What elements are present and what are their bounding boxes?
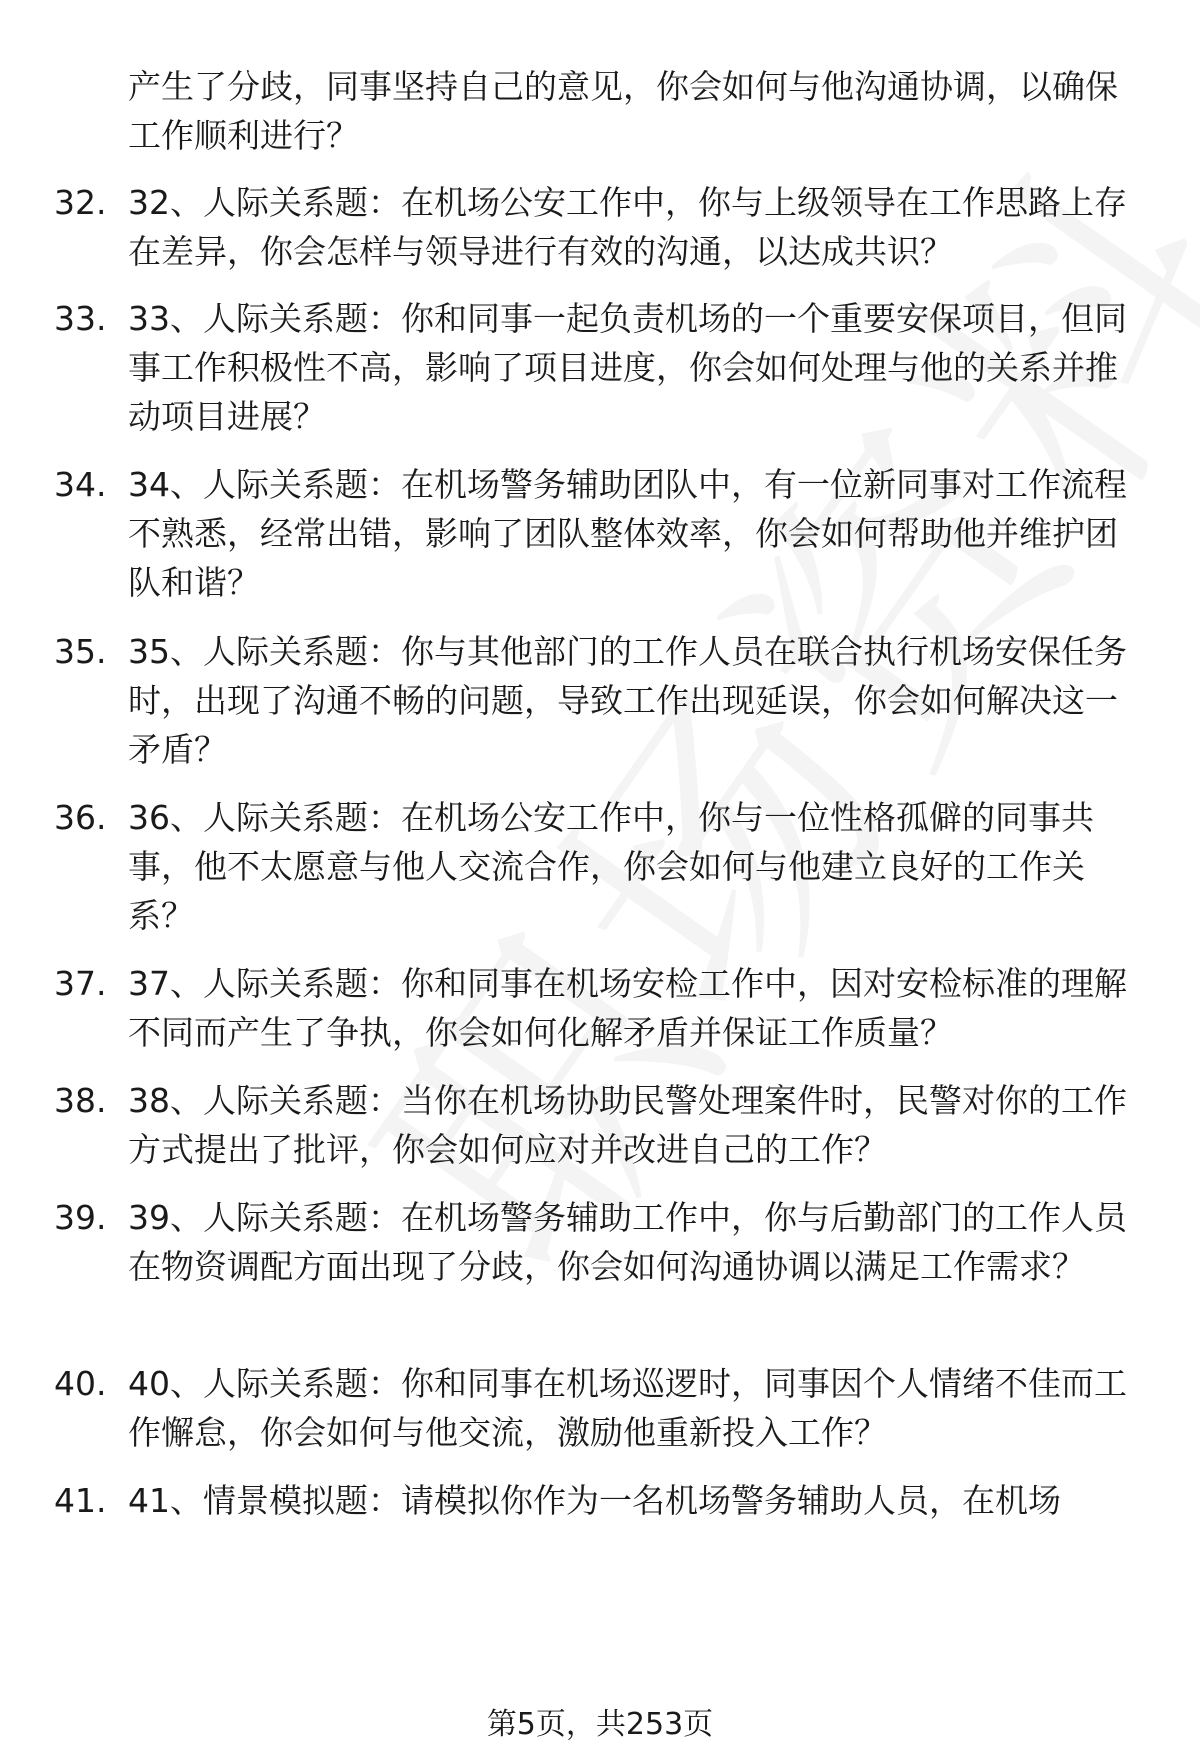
question-text: 36、人际关系题：在机场公安工作中，你与一位性格孤僻的同事共事，他不太愿意与他人交流合作，你会如何与他建立良好的工作关系？ <box>128 798 1094 935</box>
question-text: 38、人际关系题：当你在机场协助民警处理案件时，民警对你的工作方式提出了批评，你会如何应对并改进自己的工作？ <box>128 1081 1127 1169</box>
question-text: 35、人际关系题：你与其他部门的工作人员在联合执行机场安保任务时，出现了沟通不畅的问题，导致工作出现延误，你会如何解决这一矛盾？ <box>128 632 1127 769</box>
question-number: 37. <box>54 964 107 1003</box>
question-number: 41. <box>54 1481 107 1520</box>
question-number: 38. <box>54 1081 107 1120</box>
question-number: 35. <box>54 632 107 671</box>
question-text: 41、情景模拟题：请模拟你作为一名机场警务辅助人员，在机场 <box>128 1481 1061 1520</box>
question-text: 40、人际关系题：你和同事在机场巡逻时，同事因个人情绪不佳而工作懈怠，你会如何与他交流，激励他重新投入工作？ <box>128 1364 1127 1452</box>
question-text: 39、人际关系题：在机场警务辅助工作中，你与后勤部门的工作人员在物资调配方面出现了分歧，你会如何沟通协调以满足工作需求？ <box>128 1198 1127 1286</box>
question-text: 33、人际关系题：你和同事一起负责机场的一个重要安保项目，但同事工作积极性不高，影响了项目进度，你会如何处理与他的关系并推动项目进展？ <box>128 299 1127 436</box>
question-number: 39. <box>54 1198 107 1237</box>
question-text: 32、人际关系题：在机场公安工作中，你与上级领导在工作思路上存在差异，你会怎样与领导进行有效的沟通，以达成共识？ <box>128 183 1127 271</box>
question-number: 32. <box>54 183 107 222</box>
question-number: 36. <box>54 798 107 837</box>
question-text: 34、人际关系题：在机场警务辅助团队中，有一位新同事对工作流程不熟悉，经常出错，影响了团队整体效率，你会如何帮助他并维护团队和谐？ <box>128 465 1127 602</box>
question-number: 33. <box>54 299 107 338</box>
question-text: 37、人际关系题：你和同事在机场安检工作中，因对安检标准的理解不同而产生了争执，你会如何化解矛盾并保证工作质量？ <box>128 964 1127 1052</box>
page-footer: 第5页，共253页 <box>486 1707 714 1742</box>
question-number: 40. <box>54 1364 107 1403</box>
continued-question-text: 产生了分歧，同事坚持自己的意见，你会如何与他沟通协调，以确保工作顺利进行？ <box>128 67 1118 155</box>
question-number: 34. <box>54 465 107 504</box>
